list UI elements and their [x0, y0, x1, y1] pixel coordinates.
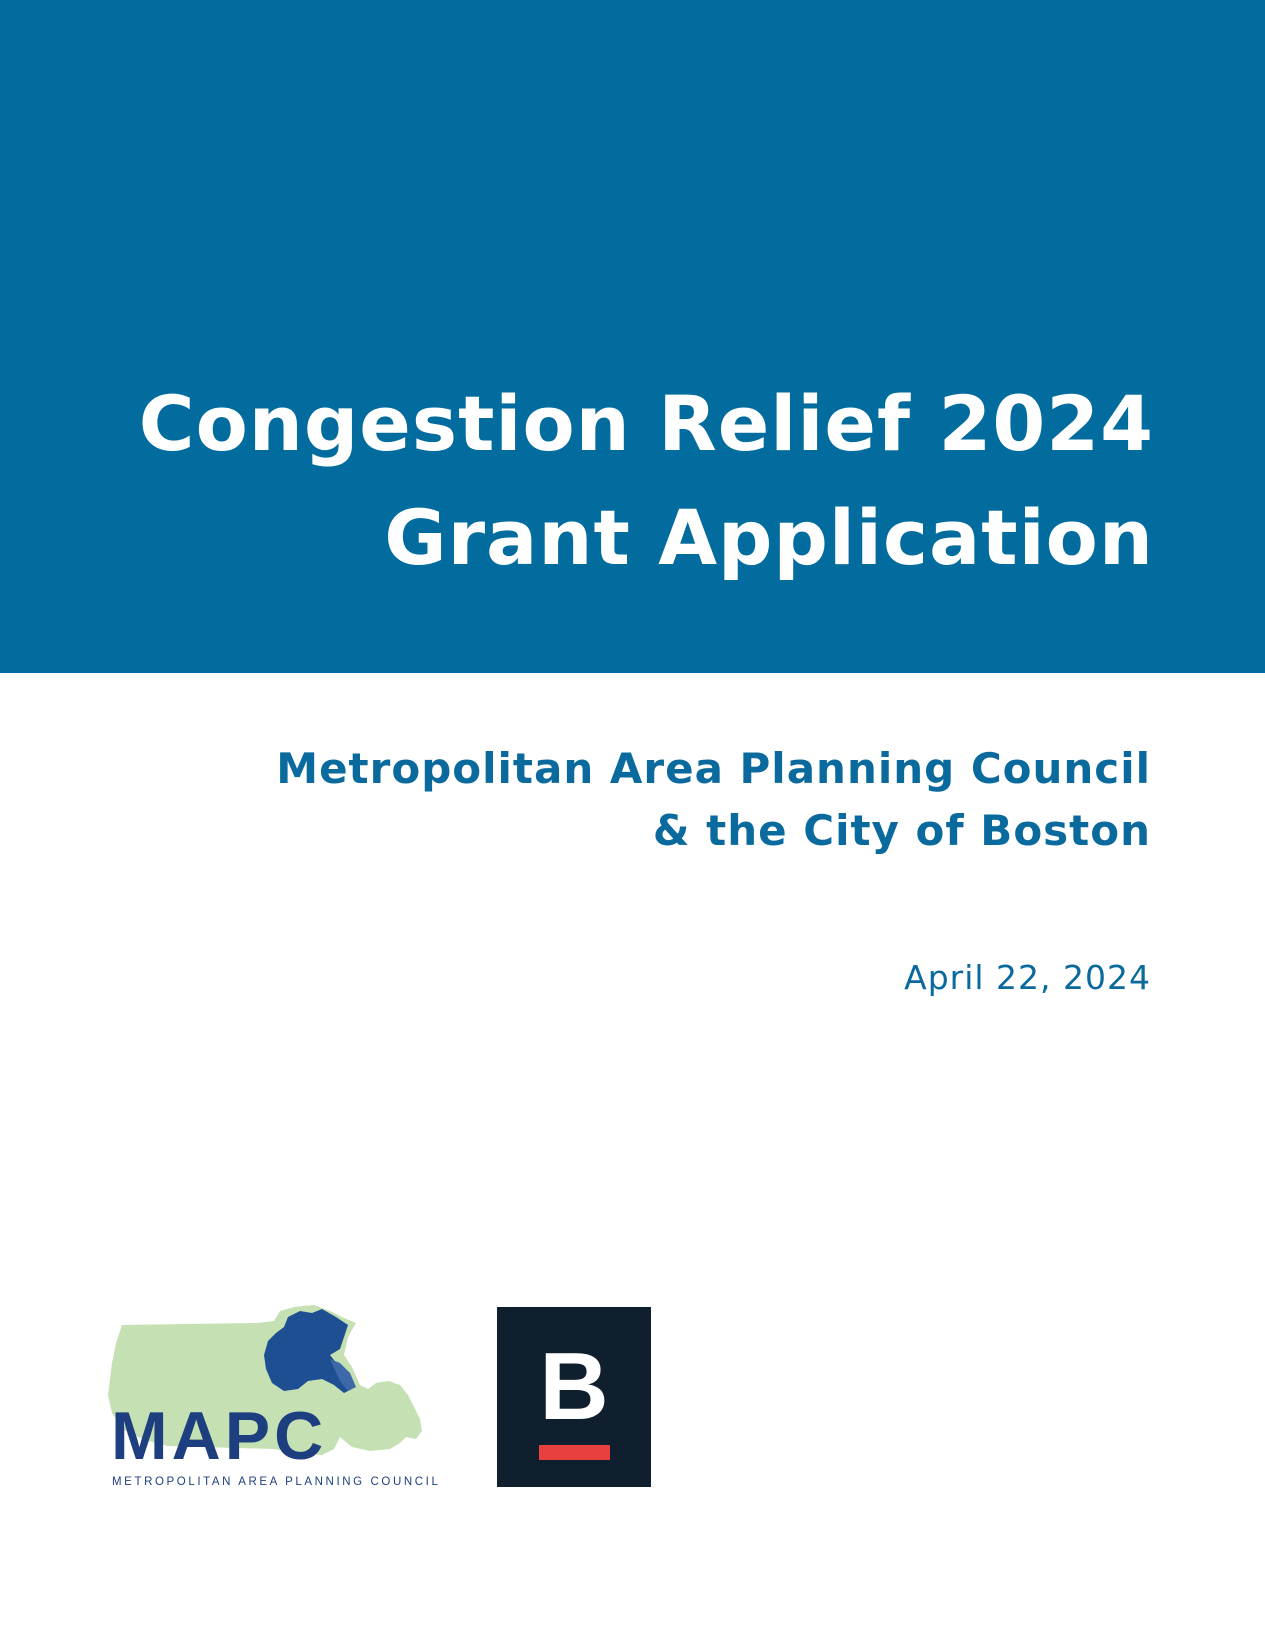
title-line-1: Congestion Relief 2024	[138, 379, 1154, 468]
mapc-wordmark: MAPC	[111, 1398, 328, 1474]
title-line-2: Grant Application	[384, 493, 1154, 582]
mapc-full-name: METROPOLITAN AREA PLANNING COUNCIL	[112, 1476, 441, 1488]
subtitle-line-2: & the City of Boston	[652, 806, 1151, 855]
document-date: April 22, 2024	[904, 958, 1151, 997]
city-of-boston-logo	[497, 1307, 651, 1487]
mapc-logo	[108, 1303, 441, 1493]
boston-b-letter: B	[539, 1333, 609, 1440]
subtitle-line-1: Metropolitan Area Planning Council	[276, 744, 1151, 793]
title-banner	[0, 0, 1265, 673]
boston-red-bar	[539, 1445, 610, 1460]
document-subtitle	[151, 738, 1151, 862]
document-title	[104, 367, 1154, 595]
